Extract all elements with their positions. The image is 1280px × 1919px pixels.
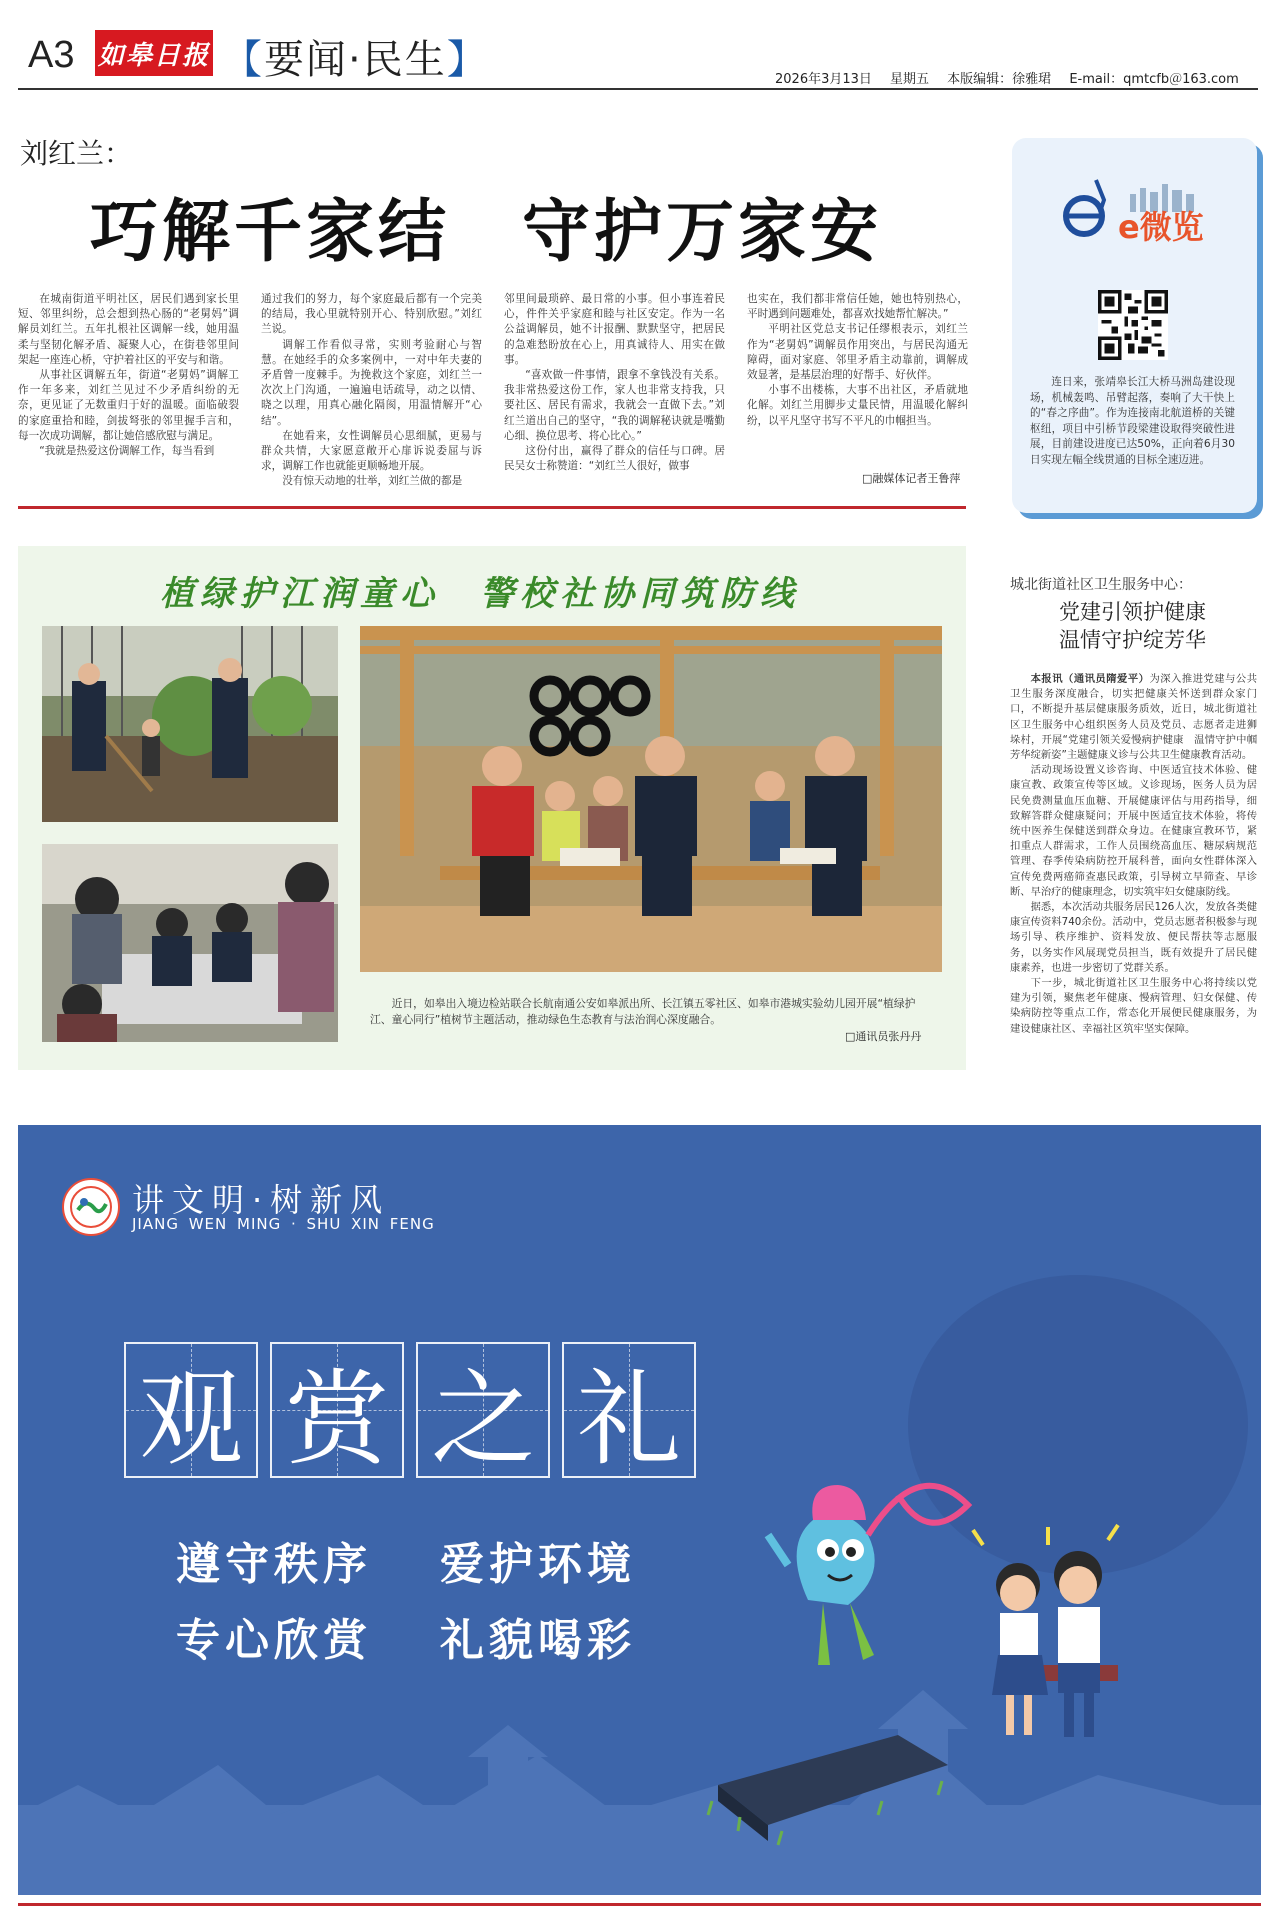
page-number: A3 — [28, 34, 75, 76]
wei-logo — [1060, 172, 1210, 252]
photo-feature-title: 植绿护江润童心 警校社协同筑防线 — [160, 574, 800, 614]
article2-title-line: 温情守护绽芳华 — [1059, 628, 1206, 652]
paragraph-text: 为深入推进党建与公共卫生服务深度融合，切实把健康关怀送到群众家门口，不断提升基层健康服务质效，近日，城北街道社区卫生服务中心组织医务人员及党员、志愿者走进狮垛村，开展“党建引领关爱慢病护健康 温情守护中帼芳华绽新姿”主题健康义诊与公共卫生健康教育活动。 — [1010, 673, 1258, 762]
paragraph: 活动现场设置义诊咨询、中医适宜技术体验、健康宣教、政策宣传等区域。义诊现场，医务人员为居民免费测量血压血糖、开展健康评估与用药指导，细致解答群众健康疑问；开展中医适宜技术体验，将传统中医养生保健送到群众身边。在健康宣教环节，紧扣重点人群需求，工作人员围绕高血压、糖尿病规范管理、春季传染病防控开展科普，面向女性群体深入宣传免费两癌筛查惠民政策，引导树立早筛查、早诊断、早治疗的健康理念，切实筑牢妇女健康防线。 — [1010, 764, 1257, 898]
civility-logo-icon — [62, 1178, 120, 1236]
paragraph: 没有惊天动地的壮举，刘红兰做的都是 — [282, 475, 463, 488]
contact-email[interactable]: E-mail：qmtcfb＠163.com — [1069, 72, 1239, 87]
wei-sidebar-text: 连日来，张靖皋长江大桥马洲岛建设现场，机械轰鸣、吊臂起落，奏响了大干快上的“春之序曲”。作为连接南北航道桥的关键枢纽，项目中引桥节段梁建设取得突破性进展，目前建设进度已达50%，正向着6月30日实现左幅全线贯通的目标全速迈进。 — [1030, 376, 1235, 466]
paragraph: 平明社区党总支书记任缪根表示，刘红兰作为“老舅妈”调解员作用突出，与居民沟通无障碍，面对家庭、邻里矛盾主动靠前，调解成效显著，是基层治理的好帮手、好伙伴。 — [747, 323, 968, 382]
banner-campaign-pinyin: JIANG WEN MING · SHU XIN FENG — [132, 1215, 435, 1233]
issue-date: 2026年3月13日 星期五 — [775, 72, 930, 87]
banner-campaign-name: 讲文明·树新风 — [132, 1181, 391, 1219]
article2-title — [1010, 598, 1255, 654]
banner-background-art — [18, 1125, 1261, 1895]
banner-big-char — [124, 1342, 258, 1478]
paragraph: “喜欢做一件事情，跟拿不拿钱没有关系。我非常热爱这份工作，家人也非常支持我，只要社区、居民有需求，我就会一直做下去。”刘红兰道出自己的坚守，“我的调解秘诀就是嘴勤心细、换位思考、将心比心。” — [504, 369, 725, 442]
article1-column — [261, 292, 482, 490]
big-char-text: 之 — [430, 1358, 535, 1480]
newspaper-logo: 如皋日报 — [95, 30, 213, 76]
page-bottom-rule — [18, 1903, 1261, 1906]
paragraph — [1010, 672, 1257, 763]
article2-title-line: 党建引领护健康 — [1059, 600, 1206, 624]
paragraph: 邻里间最琐碎、最日常的小事。但小事连着民心，件件关乎家庭和睦与社区安定。作为一名公益调解员，她不计报酬、默默坚守，把居民的急难愁盼放在心上，用真诚待人、用实在做事。 — [504, 293, 725, 366]
paragraph: 小事不出楼栋，大事不出社区，矛盾就地化解。刘红兰用脚步丈量民情，用温暖化解纠纷，以平凡坚守书写不平凡的巾帼担当。 — [747, 384, 968, 427]
banner-slogan: 遵守秩序 — [176, 1539, 372, 1590]
article1-column — [18, 292, 239, 490]
big-char-text: 礼 — [576, 1358, 681, 1480]
paragraph: 从事社区调解五年，街道“老舅妈”调解工作一年多来，刘红兰见过不少矛盾纠纷的无奈，更见证了无数重归于好的温暖。面临破裂的家庭重拾和睦，剑拔弩张的邻里握手言和，每一次成功调解，都让她倍感欣慰与满足。 — [18, 369, 239, 442]
paragraph: 在城南街道平明社区，居民们遇到家长里短、邻里纠纷，总会想到热心肠的“老舅妈”调解员刘红兰。五年扎根社区调解一线，她用温柔与坚韧化解矛盾、凝聚人心，在街巷邻里间架起一座连心桥，守护着社区的平安与和谐。 — [18, 293, 239, 366]
qr-code-icon[interactable] — [1098, 290, 1168, 360]
mascot-figure — [768, 1485, 968, 1665]
paragraph: 也实在，我们都非常信任她，她也特别热心，平时遇到问题难处，都喜欢找她帮忙解决。” — [747, 293, 968, 321]
section-name: 要闻·民生 — [264, 37, 447, 83]
photo-caption: 近日，如皋出入境边检站联合长航南通公安如皋派出所、长江镇五零社区、如皋市港城实验幼儿园开展“植绿护江、童心同行”植树节主题活动，推动绿色生态教育与法治润心深度融合。 — [370, 997, 916, 1026]
photo-planting-trees — [42, 626, 338, 822]
header-divider — [18, 88, 1258, 90]
paragraph: 这份付出，赢得了群众的信任与口碑。居民吴女士称赞道：“刘红兰人很好，做事 — [504, 445, 725, 473]
paragraph: 通过我们的努力，每个家庭最后都有一个完美的结局，我心里就特别开心、特别欣慰。”刘红兰说。 — [261, 293, 482, 336]
banner-slogan: 爱护环境 — [440, 1539, 636, 1590]
wei-logo-text: e微览 — [1118, 208, 1204, 246]
paragraph: 在她看来，女性调解员心思细腻，更易与群众共情，大家愿意敞开心扉诉说委屈与诉求，调解工作也就能更顺畅地开展。 — [261, 429, 482, 473]
big-char-text: 赏 — [284, 1358, 389, 1480]
article1-body — [18, 292, 968, 490]
editor-name: 本版编辑：徐雅珺 — [947, 72, 1052, 87]
article2-body — [1010, 672, 1257, 1037]
section-title — [222, 28, 489, 85]
civility-banner — [18, 1125, 1261, 1895]
article1-headline: 巧解千家结 守护万家安 — [90, 192, 883, 272]
section-bracket-close: 】 — [446, 37, 489, 83]
article1-column — [504, 292, 725, 490]
banner-slogan: 礼貌喝彩 — [440, 1615, 636, 1666]
banner-big-char — [270, 1342, 404, 1478]
banner-slogan: 专心欣赏 — [176, 1615, 372, 1666]
article2-lead: 本报讯（通讯员隋爱平） — [1030, 673, 1150, 685]
photo-byline: □通讯员张丹丹 — [845, 1030, 922, 1043]
banner-big-char — [416, 1342, 550, 1478]
photo-reading-with-police — [360, 626, 942, 972]
paragraph: 据悉，本次活动共服务居民126人次，发放各类健康宣传资料740余份。活动中，党员志愿者积极参与现场引导、秩序维护、资料发放、便民帮扶等志愿服务，以务实作风展现党员担当，既有效提升了居民健康素养，也进一步密切了党群关系。 — [1010, 901, 1257, 974]
article1-kicker: 刘红兰： — [20, 137, 133, 170]
big-char-text: 观 — [138, 1358, 243, 1480]
header-meta — [775, 68, 1239, 87]
article1-divider — [18, 506, 966, 509]
paragraph: “我就是热爱这份调解工作，每当看到 — [39, 445, 215, 458]
photo-kids-drawing — [42, 844, 338, 1042]
section-bracket-open: 【 — [222, 37, 264, 83]
article1-byline: □融媒体记者王鲁萍 — [862, 472, 961, 485]
banner-big-char — [562, 1342, 696, 1478]
article2-kicker: 城北街道社区卫生服务中心： — [1010, 577, 1192, 593]
article1-column — [747, 292, 968, 490]
paragraph: 下一步，城北街道社区卫生服务中心将持续以党建为引领，聚焦老年健康、慢病管理、妇女保健、传染病防控等重点工作，常态化开展便民健康服务，为建设健康社区、幸福社区筑牢坚实保障。 — [1010, 977, 1257, 1035]
paragraph: 调解工作看似寻常，实则考验耐心与智慧。在她经手的众多案例中，一对中年夫妻的矛盾曾一度棘手。为挽救这个家庭，刘红兰一次次上门沟通，一遍遍电话疏导，动之以情、晓之以理，用真心融化隔阂，用温情解开“心结”。 — [261, 338, 482, 427]
